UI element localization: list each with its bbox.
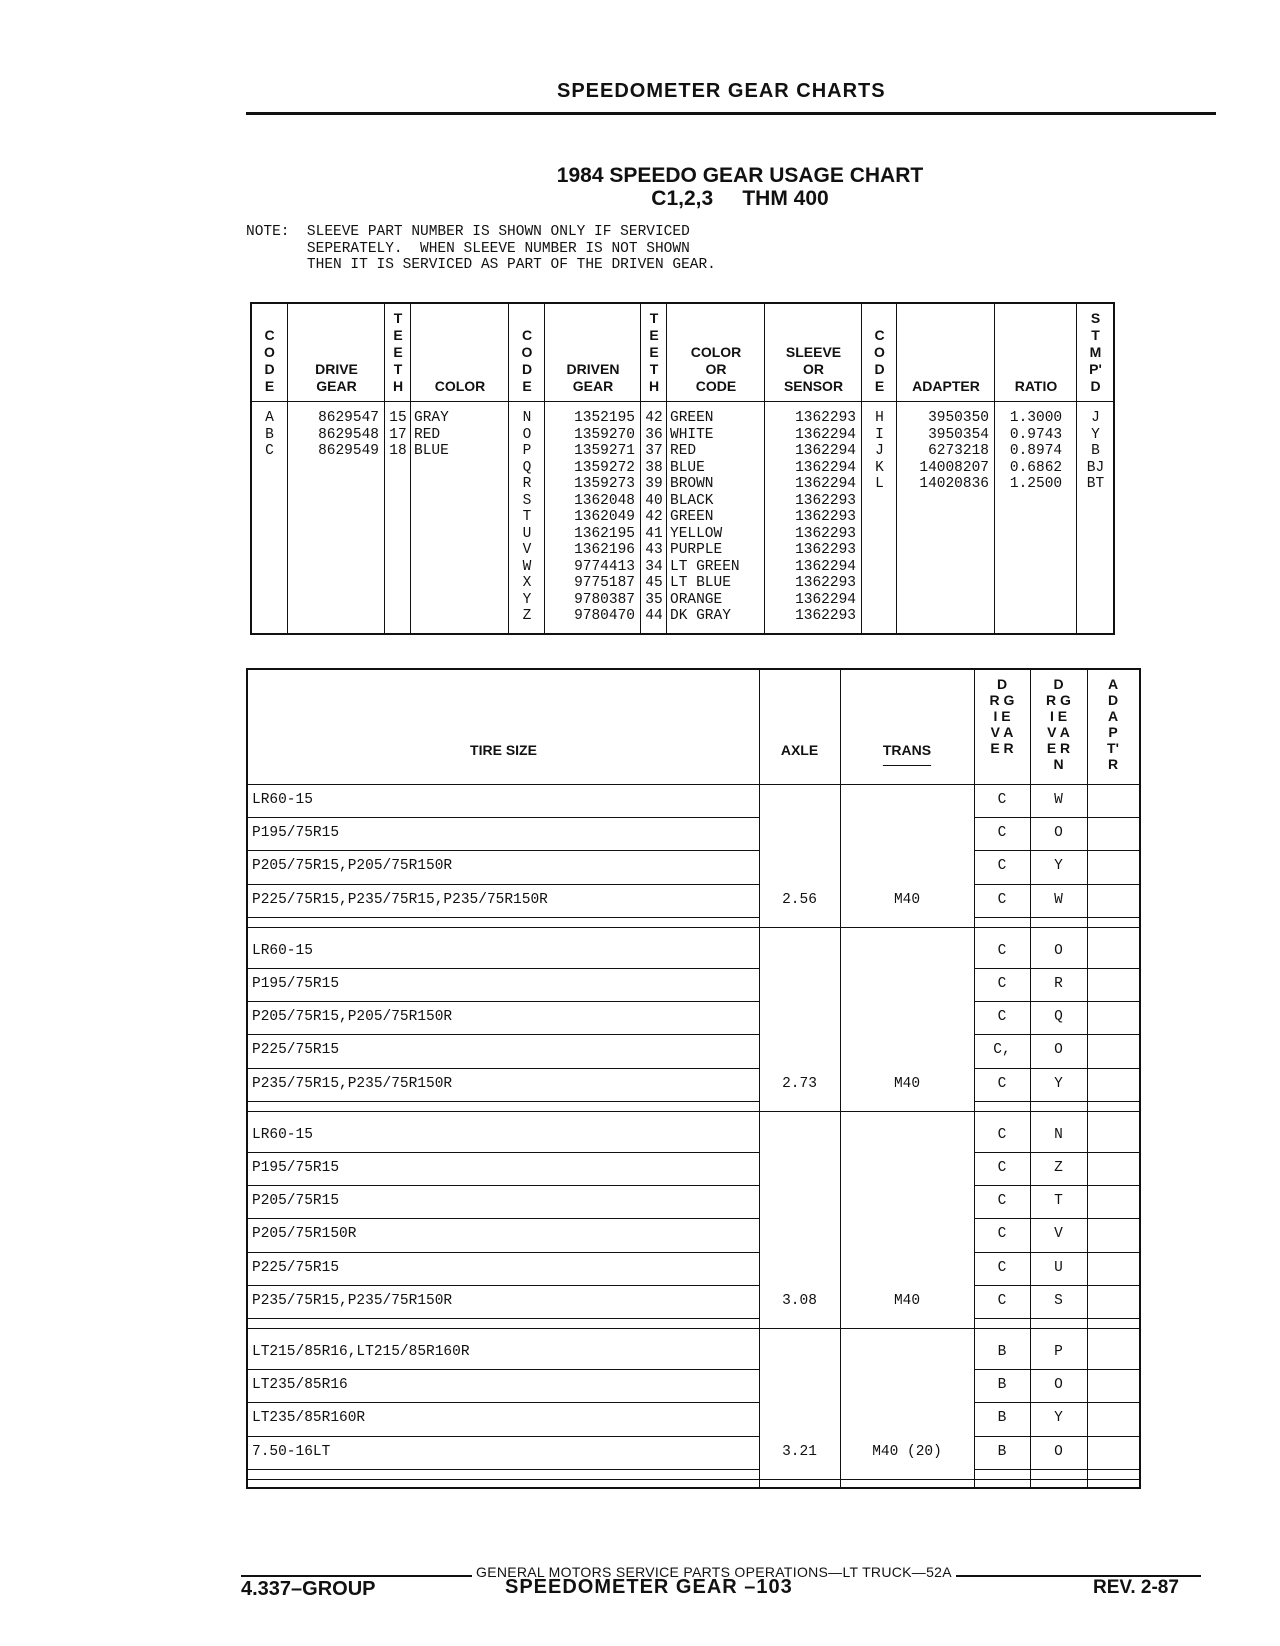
driven-gear-code-cell: O [1054,1377,1063,1394]
chart-title-line-2: C1,2,3 THM 400 [651,187,829,210]
driven-gear-code-cell: W [1054,891,1063,908]
tire-size-cell: LT235/85R160R [252,1410,366,1427]
drive-gear-code-cell: B [997,1344,1007,1360]
drive-gear-code-cell: C [997,942,1007,959]
header-driven-gear: DRIVEN GEAR [566,361,620,394]
col-driven-teeth [640,304,667,633]
tire-size-cell: P225/75R15 [252,1259,340,1276]
footer-group: 4.337–GROUP [241,1578,376,1600]
axle-ratio-cell: 3.21 [782,1443,817,1460]
tire-size-cell: P195/75R15 [252,976,340,992]
drive-gear-code-cell: C [997,858,1007,875]
tire-size-cell: P195/75R15 [252,1160,340,1176]
drive-gear-code-cell: B [997,1443,1007,1460]
header-adapter: ADAPTER [912,378,980,394]
driven-gear-code-cell: R [1054,976,1063,992]
drive-gear-code-cell: C [997,1226,1007,1243]
header-drive-gear: DRIVE GEAR [315,361,358,394]
page-header-title: SPEEDOMETER GEAR CHARTS [557,80,886,102]
driven-code-values: N O P Q R S T U V W X Y Z [522,410,532,624]
header-teeth-2: T E E T H [648,310,660,394]
driven-gear-code-cell: P [1054,1344,1063,1360]
sleeve-values: 1362293 1362294 1362294 1362294 1362294 1362293 1362293 1362293 1362293 1362294 1362293 1362294 1362293 [795,410,856,624]
transmission-cell: M40 [893,1292,921,1309]
driven-gear-code-cell: T [1054,1193,1063,1210]
tire-size-cell: P235/75R15,P235/75R150R [252,1292,453,1309]
tire-size-cell: LT215/85R16,LT215/85R160R [252,1344,470,1360]
driven-gear-code-cell: O [1054,1042,1063,1059]
header-stamped: S T M P' D [1089,310,1102,394]
ratio-values: 1.3000 0.9743 0.8974 0.6862 1.2500 [1009,410,1063,492]
drive-gear-code-cell: C [997,792,1007,808]
driven-gear-code-cell: N [1054,1126,1063,1143]
drive-gear-code-cell: B [997,1410,1007,1427]
drive-gear-code-cell: B [997,1377,1007,1394]
chart-title-line-1: 1984 SPEEDO GEAR USAGE CHART [556,164,924,187]
footer-page-title: SPEEDOMETER GEAR –103 [505,1576,793,1598]
drive-gear-code-cell: C [997,825,1007,842]
adapter-values: 3950350 3950354 6273218 14008207 14020836 [919,410,989,492]
driven-gear-code-cell: O [1054,825,1063,842]
drive-gear-code-cell: C [997,891,1007,908]
drive-gear-values: 8629547 8629548 8629549 [318,410,379,459]
gear-usage-table [250,302,1115,635]
tire-size-cell: LR60-15 [252,792,313,808]
driven-gear-code-cell: V [1054,1226,1063,1243]
tire-size-cell: P205/75R15,P205/75R150R [252,858,453,875]
drive-gear-code-cell: C [997,1292,1007,1309]
driven-gear-code-cell: Y [1054,1075,1063,1092]
driven-gear-code-cell: Y [1054,1410,1063,1427]
tire-size-cell: LT235/85R16 [252,1377,348,1394]
col-stamped [1076,304,1114,633]
footer-revision: REV. 2-87 [1093,1577,1179,1598]
axle-ratio-cell: 2.73 [782,1075,817,1092]
col-adapter-code [861,304,897,633]
col-driven-code [508,304,545,633]
driven-color-values: GREEN WHITE RED BLUE BROWN BLACK GREEN YELLOW PURPLE LT GREEN LT BLUE ORANGE DK GRAY [670,410,740,624]
header-rule [246,112,1216,115]
stamped-values: J Y B BJ BT [1086,410,1105,492]
note-text: NOTE: SLEEVE PART NUMBER IS SHOWN ONLY IF SERVICED SEPERATELY. WHEN SLEEVE NUMBER IS NOT SHOWN THEN IT IS SERVICED AS PART OF THE DRIVEN GEAR. [246,224,716,273]
drive-gear-code-cell: C [997,1009,1007,1026]
tire-size-cell: 7.50-16LT [252,1443,331,1460]
driven-gear-values: 1352195 1359270 1359271 1359272 1359273 1362048 1362049 1362195 1362196 9774413 9775187 9780387 9780470 [574,410,635,624]
tire-size-cell: P225/75R15 [252,1042,340,1059]
drive-teeth-values: 15 17 18 [389,410,407,459]
transmission-cell: M40 [893,891,921,908]
header-trans: TRANS [882,742,932,758]
drive-gear-code-cell: C [997,1160,1007,1176]
header-driven-gear: D R G I E V A E R N [1046,676,1071,772]
header-color-or-code: COLOR OR CODE [690,344,742,394]
col-drive-teeth [384,304,411,633]
header-code-3: C O D E [874,327,885,394]
col-drive-color [410,304,509,633]
driven-gear-code-cell: Q [1054,1009,1063,1026]
tire-size-cell: P205/75R15,P205/75R150R [252,1009,453,1026]
drive-gear-code-cell: C [997,976,1007,992]
header-color: COLOR [434,378,486,394]
drive-code-values: A B C [265,410,274,459]
col-driven-gear [544,304,641,633]
driven-gear-code-cell: Y [1054,858,1063,875]
col-drive-code [252,304,287,633]
col-driven-color [666,304,765,633]
tire-size-cell: P205/75R150R [252,1226,357,1243]
axle-ratio-cell: 2.56 [782,891,817,908]
driven-gear-code-cell: O [1054,1443,1063,1460]
header-teeth: T E E T H [392,310,404,394]
header-adapter: A D A P T' R [1107,676,1119,772]
driven-gear-code-cell: Z [1054,1160,1063,1176]
transmission-cell: M40 [893,1075,921,1092]
tire-size-cell: P205/75R15 [252,1193,340,1210]
tire-size-cell: P195/75R15 [252,825,340,842]
header-tire-size: TIRE SIZE [470,742,537,758]
transmission-cell: M40 (20) [872,1443,942,1460]
drive-gear-code-cell: C [997,1259,1007,1276]
tire-size-cell: P235/75R15,P235/75R150R [252,1075,453,1092]
driven-teeth-values: 42 36 37 38 39 40 42 41 43 34 45 35 44 [645,410,663,624]
col-drive-gear [287,304,385,633]
footer-publisher-line: GENERAL MOTORS SERVICE PARTS OPERATIONS—LT TRUCK—52A [472,1564,956,1580]
driven-gear-code-cell: O [1054,942,1063,959]
header-code: C O D E [264,327,275,394]
drive-gear-code-cell: C [997,1126,1007,1143]
drive-color-values: GRAY RED BLUE [414,410,449,459]
header-axle: AXLE [780,742,819,758]
driven-gear-code-cell: S [1054,1292,1063,1309]
col-adapter [896,304,995,633]
tire-size-cell: LR60-15 [252,1126,313,1143]
driven-gear-code-cell: U [1054,1259,1063,1276]
tire-size-table [246,668,1141,1489]
tire-size-cell: P225/75R15,P235/75R15,P235/75R150R [252,891,548,908]
adapter-code-values: H I J K L [875,410,884,492]
col-ratio [994,304,1077,633]
col-sleeve [764,304,862,633]
header-code-2: C O D E [521,327,533,394]
drive-gear-code-cell: C [997,1075,1007,1092]
drive-gear-code-cell: C [997,1193,1007,1210]
header-sleeve-or-sensor: SLEEVE OR SENSOR [783,344,844,394]
axle-ratio-cell: 3.08 [782,1292,817,1309]
header-drive-gear: D R G I E V A E R [989,676,1015,756]
tire-size-cell: LR60-15 [252,942,313,959]
chart-title [440,164,1040,210]
driven-gear-code-cell: W [1054,792,1063,808]
header-ratio: RATIO [1014,378,1058,394]
drive-gear-code-cell: C, [993,1042,1011,1059]
